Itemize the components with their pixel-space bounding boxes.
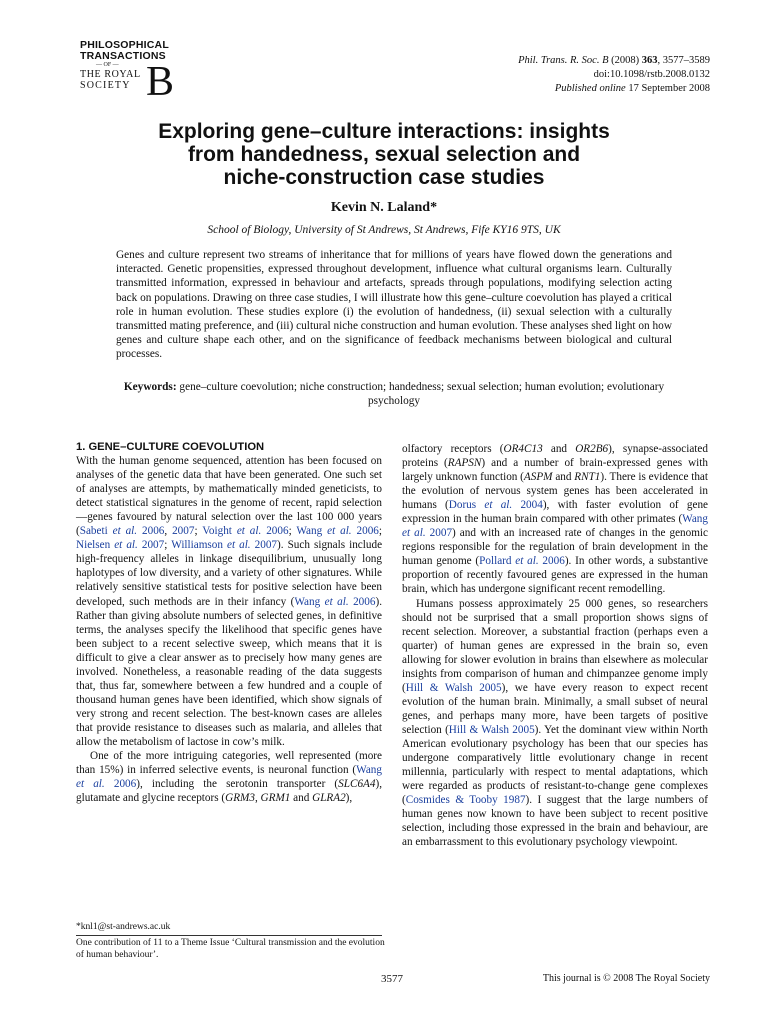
- logo-line-2: TRANSACTIONS: [80, 50, 166, 62]
- page-number: 3577: [381, 973, 403, 985]
- logo-b-mark: B: [146, 59, 175, 105]
- title-line-1: Exploring gene–culture interactions: insights: [158, 120, 610, 143]
- footnote-email: *knl1@st-andrews.ac.uk: [76, 922, 171, 932]
- keywords-label: Keywords:: [123, 381, 177, 393]
- article-title: [60, 120, 708, 189]
- logo-line-4: SOCIETY: [80, 80, 131, 91]
- title-line-3: niche-construction case studies: [223, 166, 545, 189]
- published-date: Published online 17 September 2008: [554, 83, 710, 94]
- footnote-contribution: One contribution of 11 to a Theme Issue ‘Cultural transmission and the evolution of human behaviour’.: [76, 938, 385, 960]
- right-paragraph-2: Humans possess approximately 25 000 genes, so researchers should not be surprised that a small proportion shows signs of recent selection. Moreover, a substantial fraction (perhaps even a quarter) of human genes are expressed in the brain so, even allowing for slower evolution in brains than elsewhere as molecular insights from comparison of human and chimpanzee genome imply (Hill & Walsh 2005), we have every reason to expect recent evolution of the human brain. Minimally, a small subset of neural genes, and perhaps many more, have been targets of positive selection (Hill & Walsh 2005). Yet the dominant view within North American evolutionary psychology has been that our species has undergone comparatively little evolutionary change in recent millennia, particularly with respect to mental adaptations, which were regarded as products of resistant-to-change gene complexes (Cosmides & Tooby 1987). I suggest that the large numbers of human genes now known to have been subject to recent positive selection, including those expressed in the brain and behaviour, are an embarrassment to this evolutionary psychology viewpoint.: [402, 597, 708, 849]
- abstract: Genes and culture represent two streams of inheritance that for millions of years have flowed down the generations and interacted. Genetic propensities, expressed throughout development, influence what cultural organisms learn. Culturally transmitted information, expressed in behaviour and artefacts, spreads through populations, modifying selection acting back on populations. Drawing on three case studies, I will illustrate how this gene–culture coevolution has played a critical role in human evolution. These studies explore (i) the evolution of handedness, (ii) sexual selection with a culturally transmitted mating preference, and (iii) cultural niche construction and human evolution. These analyses shed light on how genes and culture shape each other, and on the significance of feedback mechanisms between biological and cultural processes.: [116, 249, 672, 361]
- doi: doi:10.1098/rstb.2008.0132: [593, 69, 710, 80]
- author: Kevin N. Laland*: [330, 200, 438, 215]
- right-column: [402, 442, 708, 849]
- right-paragraph-1: olfactory receptors (OR4C13 and OR2B6), synapse-associated proteins (RAPSN) and a number of brain-expressed genes with largely unknown function (ASPM and RNT1). There is evidence that the evolution of nervous system genes has been accelerated in humans (Dorus et al. 2004), with faster evolution of gene expression in the human brain compared with other primates (Wang et al. 2007) and with an increased rate of changes in the genomic regions responsible for the regulation of brain development in the human genome (Pollard et al. 2006). In other words, a substantive proportion of recently favoured genes are expressed in the human brain, which has undergone significant recent remodelling.: [402, 443, 709, 596]
- left-column: [76, 440, 382, 805]
- keywords: [116, 380, 672, 408]
- keywords-text: gene–culture coevolution; niche construction; handedness; sexual selection; human evolution; evolutionary psychology: [179, 381, 665, 407]
- copyright: This journal is © 2008 The Royal Society: [542, 973, 710, 984]
- footnote-divider: [76, 935, 382, 936]
- logo-line-1: PHILOSOPHICAL: [80, 39, 169, 51]
- royal-society-logo: [80, 39, 180, 105]
- section-heading: 1. GENE–CULTURE COEVOLUTION: [76, 441, 265, 453]
- left-paragraph-2: One of the more intriguing categories, well represented (more than 15%) in inferred selective events, is neuronal function (Wang et al. 2006), including the serotonin transporter (SLC6A4), glutamate and glycine receptors (GRM3, GRM1 and GLRA2),: [76, 750, 383, 805]
- journal-info: [518, 54, 710, 96]
- logo-line-3: THE ROYAL: [80, 69, 141, 80]
- left-paragraph-1: With the human genome sequenced, attention has been focused on analyses of the genetic data that have been generated. One such set of analyses are attempts, by mathematically minded geneticists, to detect statistical signatures in the genome of recent, rapid selection—genes favoured by natural selection over the last 100 000 years (Sabeti et al. 2006, 2007; Voight et al. 2006; Wang et al. 2006; Nielsen et al. 2007; Williamson et al. 2007). Such signals include high-frequency alleles in linkage disequilibrium, unusually long haplotypes of low diversity, and a variety of other signatures. While relatively sensitive statistical tests for positive selection have been developed, such methods are in their infancy (Wang et al. 2006). Rather than giving absolute numbers of selected genes, in definitive terms, the analyses specify the likelihood that specific genes have been subject to a recent selective sweep, which means that it is difficult to give a clear answer as to precisely how many genes are involved. Nonetheless, a reasonable reading of the data suggests that, thus far, somewhere between a few hundred and a couple of thousand human genes have been identified, which show signals of very strong and recent selection. The best-known cases are alleles that provide resistance to diseases such as malaria, and alleles that allow the metabolism of lactose in cow’s milk.: [76, 455, 383, 748]
- logo-of: — OF —: [96, 62, 119, 68]
- citation: Phil. Trans. R. Soc. B (2008) 363, 3577–3589: [518, 55, 710, 66]
- affiliation: School of Biology, University of St Andrews, St Andrews, Fife KY16 9TS, UK: [207, 224, 561, 236]
- title-line-2: from handedness, sexual selection and: [187, 143, 581, 166]
